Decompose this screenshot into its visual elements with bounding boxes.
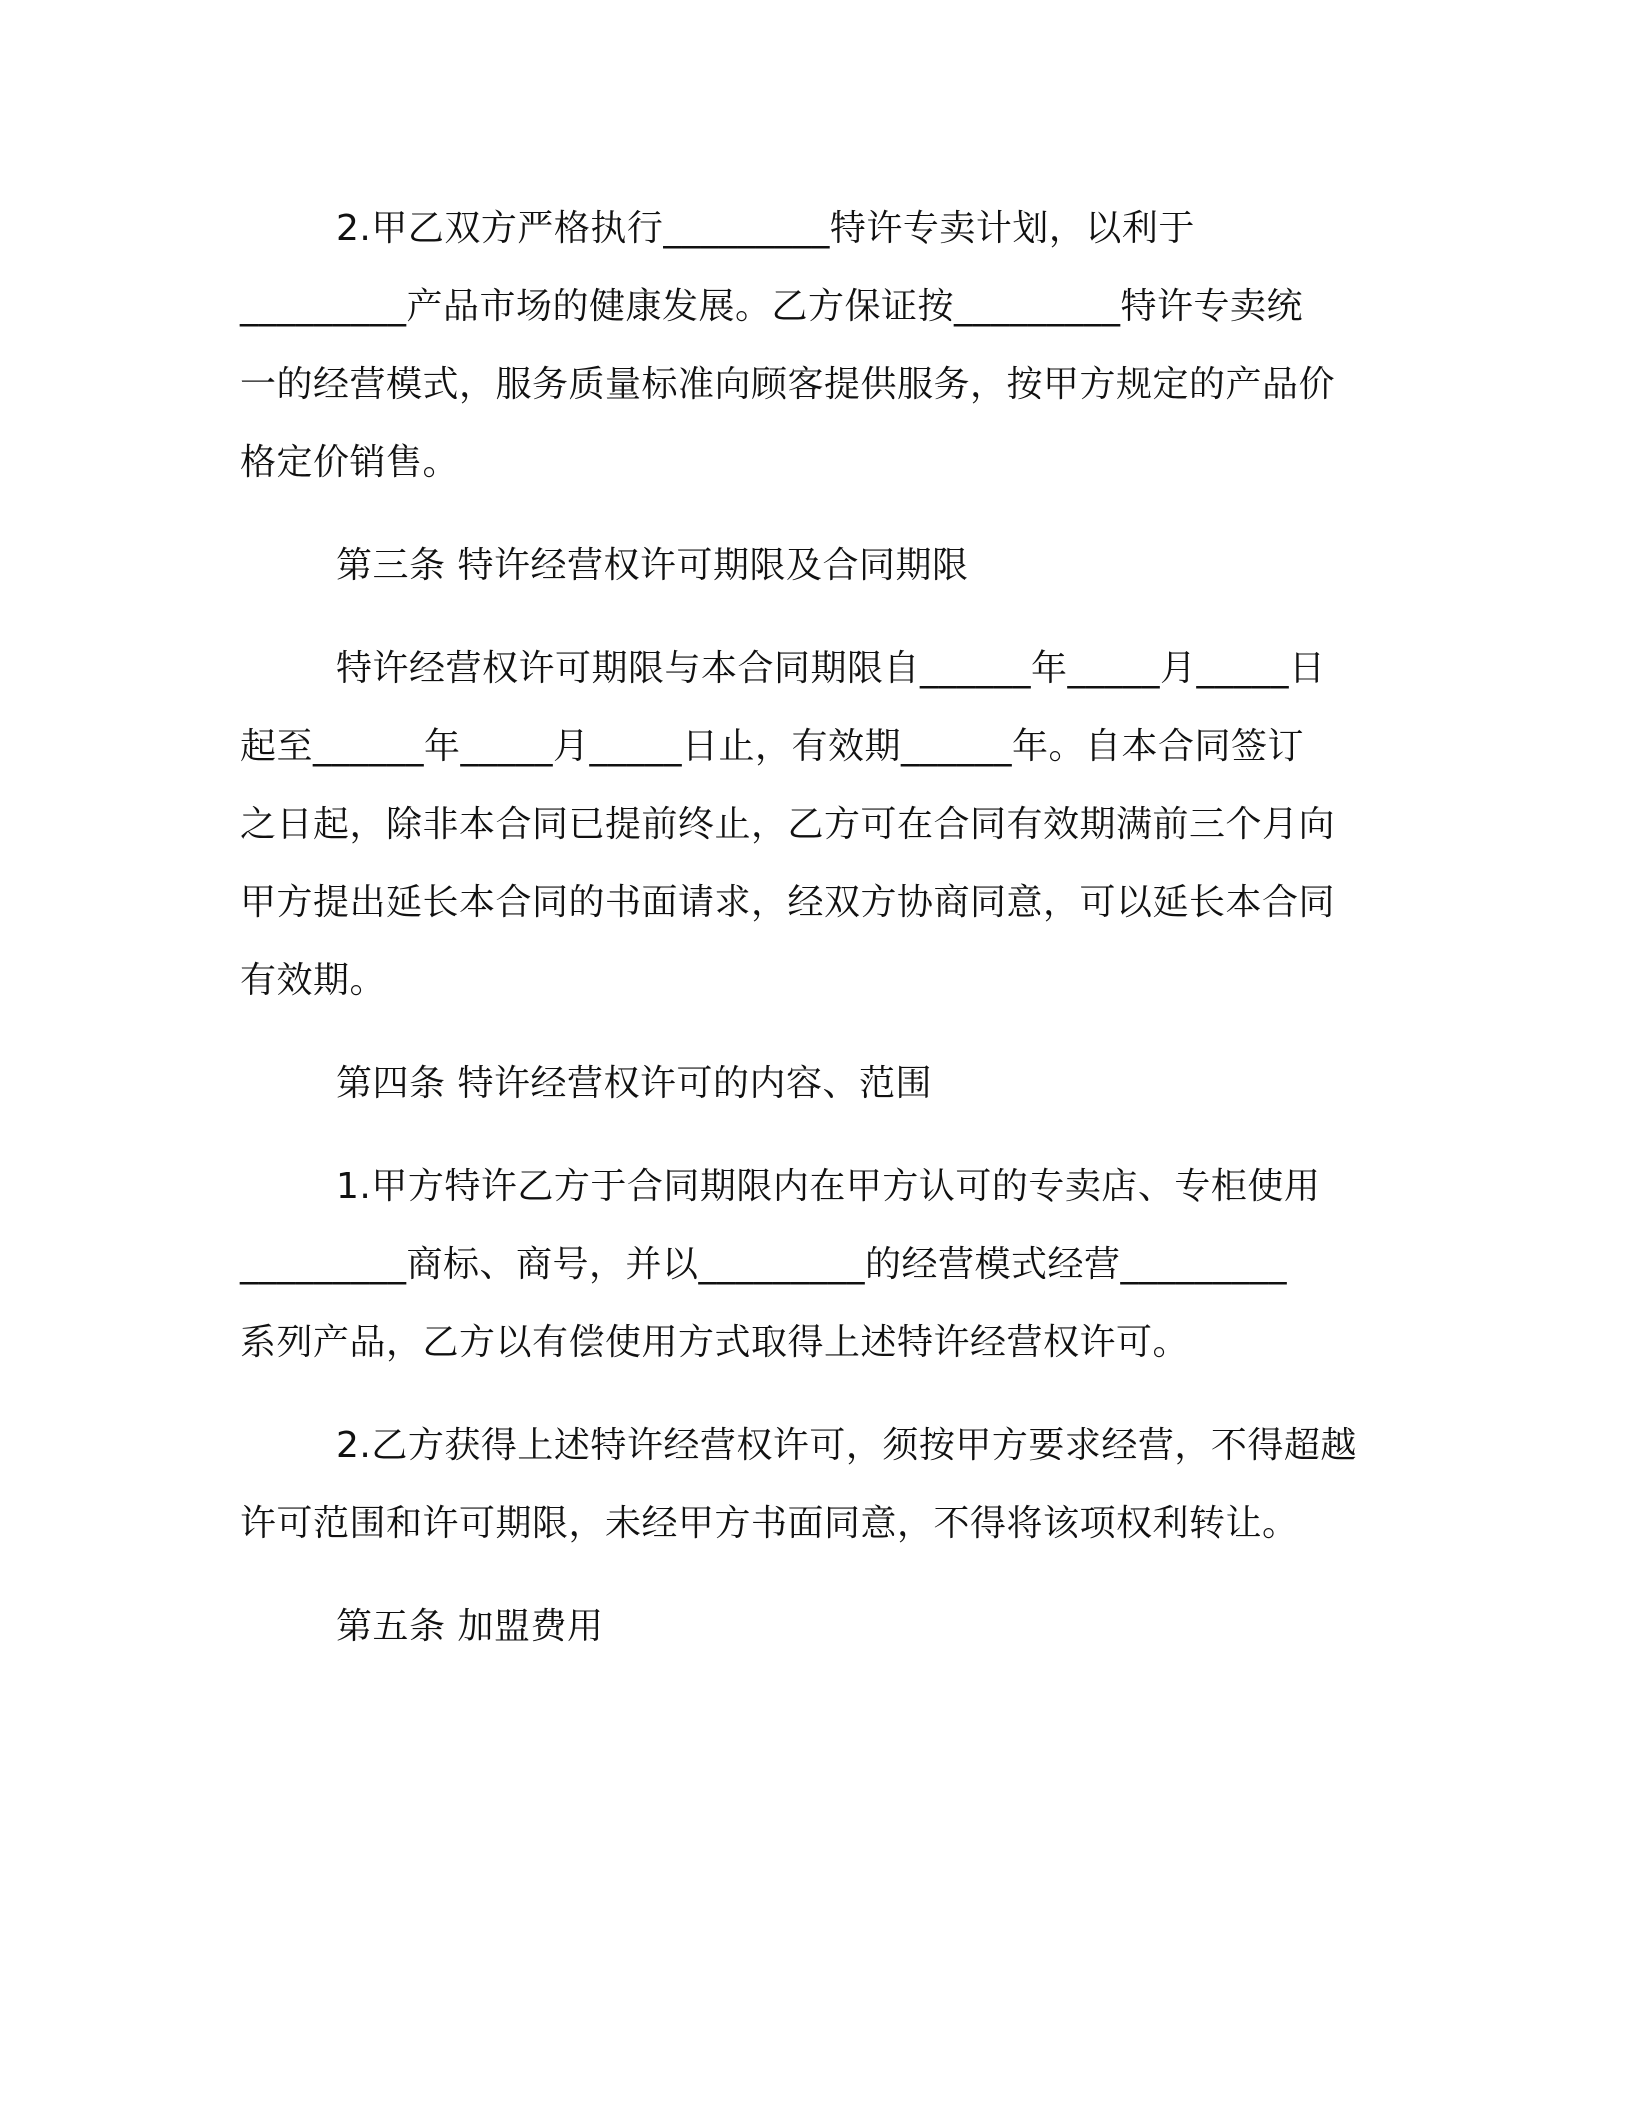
heading-text: 第五条 加盟费用 (336, 1606, 604, 1647)
heading-text: 第四条 特许经营权许可的内容、范围 (336, 1063, 932, 1104)
section-heading-article-4 (240, 1045, 1380, 1123)
document-page (240, 190, 1380, 1691)
text-line: 格定价销售。 (240, 442, 460, 483)
text-line: 特许经营权许可期限与本合同期限自______年_____月_____日 (336, 648, 1326, 689)
paragraph-clause-4-1 (240, 1148, 1380, 1382)
heading-text: 第三条 特许经营权许可期限及合同期限 (336, 545, 969, 586)
text-line: _________商标、商号，并以_________的经营模式经营_________ (240, 1244, 1288, 1285)
text-line: 2.乙方获得上述特许经营权许可，须按甲方要求经营，不得超越 (336, 1425, 1357, 1466)
text-line: _________产品市场的健康发展。乙方保证按_________特许专卖统 (240, 286, 1304, 327)
paragraph-clause-4-2 (240, 1407, 1380, 1563)
text-line: 之日起，除非本合同已提前终止，乙方可在合同有效期满前三个月向 (240, 804, 1336, 845)
text-line: 许可范围和许可期限，未经甲方书面同意，不得将该项权利转让。 (240, 1503, 1299, 1544)
section-heading-article-5 (240, 1588, 1380, 1666)
section-heading-article-3 (240, 527, 1380, 605)
text-line: 有效期。 (240, 960, 387, 1001)
text-line: 起至______年_____月_____日止，有效期______年。自本合同签订 (240, 726, 1305, 767)
paragraph-clause-2 (240, 190, 1380, 502)
text-line: 系列产品，乙方以有偿使用方式取得上述特许经营权许可。 (240, 1322, 1190, 1363)
paragraph-term (240, 630, 1380, 1020)
text-line: 一的经营模式，服务质量标准向顾客提供服务，按甲方规定的产品价 (240, 364, 1336, 405)
text-line: 甲方提出延长本合同的书面请求，经双方协商同意，可以延长本合同 (240, 882, 1336, 923)
text-line: 2.甲乙双方严格执行_________特许专卖计划，以利于 (336, 208, 1195, 249)
text-line: 1.甲方特许乙方于合同期限内在甲方认可的专卖店、专柜使用 (336, 1166, 1321, 1207)
